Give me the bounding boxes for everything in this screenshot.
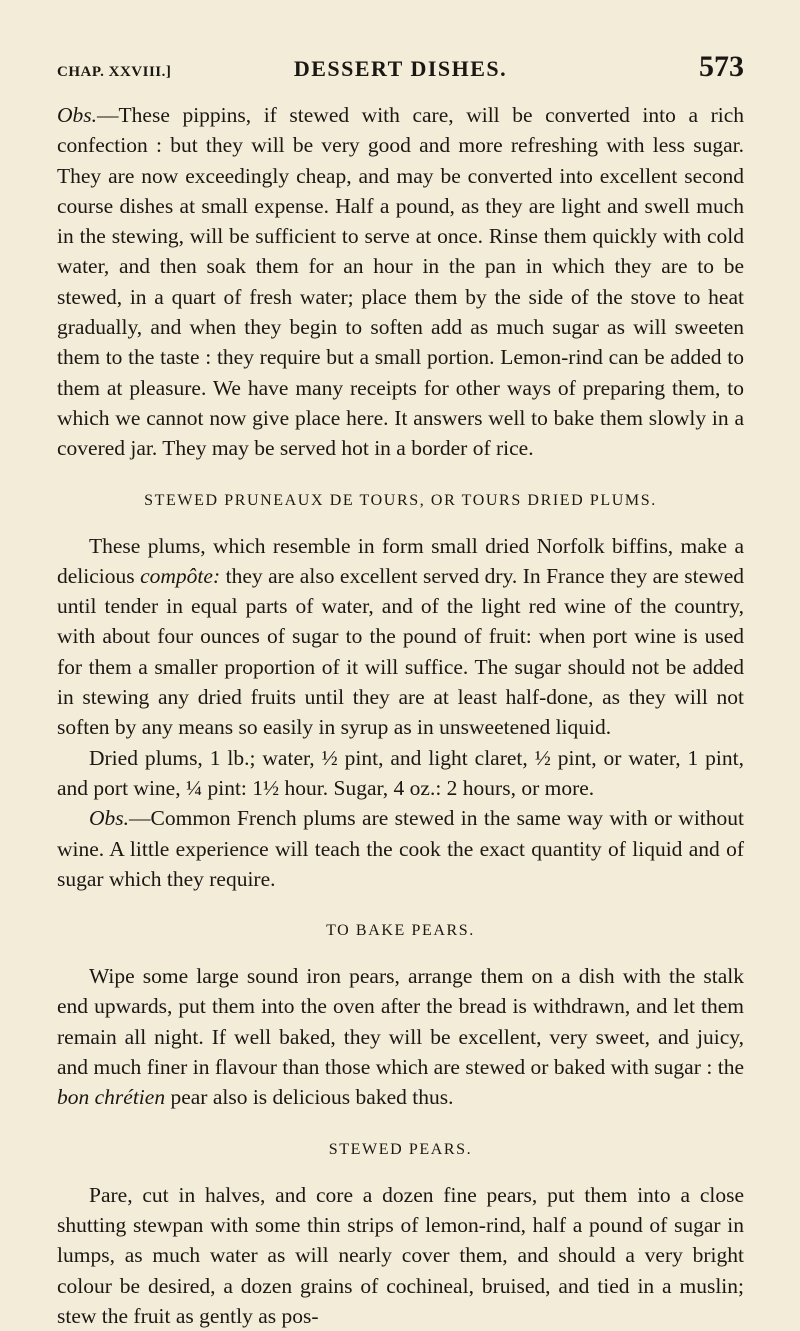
pruneaux-quantities: Dried plums, 1 lb.; water, ½ pint, and light claret, ½ pint, or water, 1 pint, and port wine, ¼ pint: 1½ hour. Sugar, 4 oz.: 2 hours, or more. (57, 745, 744, 800)
page-title: DESSERT DISHES. (293, 56, 508, 81)
paragraph-text: they are also excellent served dry. In France they are stewed until tender in equal parts of water, and of the light red wine of the country, with about four ounces of sugar to the pound of fruit: when port wine is used for them a smaller proportion of it will suffice. The sugar should not be added in stewing any dried fruits until they are at least half-done, as they will not soften by any means so easily in syrup as in unsweetened liquid. (57, 563, 744, 740)
paragraph-text: pear also is delicious baked thus. (165, 1085, 454, 1110)
bake-pears-paragraph (57, 961, 744, 1112)
section-heading-bake-pears: TO BAKE PEARS. (326, 922, 475, 940)
stewed-pears-paragraph: Pare, cut in halves, and core a dozen fine pears, put them into a close shutting stewpan with some thin strips of lemon-rind, half a pound of sugar in lumps, as much water as will nearly cover them, and should a very bright colour be desired, a dozen grains of cochineal, bruised, and tied in a muslin; stew the fruit as gently as pos- (57, 1182, 744, 1328)
obs-text: —These pippins, if stewed with care, will be converted into a rich confection : but they will be very good and more refreshing with less sugar. They are now exceedingly cheap, and may be converted into excellent second course dishes at small expense. Half a pound, as they are light and swell much in the stewing, will be sufficient to serve at once. Rinse them quickly with cold water, and then soak them for an hour in the pan in which they are to be stewed, in a quart of fresh water; place them by the side of the stove to heat gradually, and when they begin to soften add as much sugar as will sweeten them to the taste : they require but a small portion. Lemon-rind can be added to them at pleasure. We have many receipts for other ways of preparing them, to which we cannot now give place here. It answers well to bake them slowly in a covered jar. They may be served hot in a border of rice. (57, 103, 744, 461)
section-heading-stewed-pruneaux: STEWED PRUNEAUX DE TOURS, OR TOURS DRIED PLUMS. (144, 491, 657, 509)
obs-text: —Common French plums are stewed in the same way with or without wine. A little experience will teach the cook the exact quantity of liquid and of sugar which they require. (57, 806, 744, 891)
pruneaux-obs-paragraph (57, 803, 744, 894)
italic-term: bon chrétien (57, 1085, 166, 1110)
intro-obs-paragraph (57, 100, 744, 464)
obs-label: Obs. (57, 103, 98, 127)
section-heading-stewed-pears: STEWED PEARS. (328, 1140, 473, 1158)
paragraph-text: Wipe some large sound iron pears, arrange them on a dish with the stalk end upwards, put them into the oven after the bread is withdrawn, and let them remain all night. If well baked, they will be excellent, very sweet, and juicy, and much finer in flavour than those which are stewed or baked with sugar : the (57, 964, 744, 1080)
pruneaux-paragraph (57, 531, 744, 743)
italic-term: compôte: (140, 563, 221, 588)
running-head (57, 52, 744, 82)
obs-label: Obs. (89, 806, 130, 831)
page-number: 573 (699, 50, 744, 83)
chapter-label: CHAP. XXVIII.] (57, 64, 172, 80)
paragraph-text: These plums, which resemble in form small dried Norfolk biffins, make a delicious (57, 533, 744, 588)
